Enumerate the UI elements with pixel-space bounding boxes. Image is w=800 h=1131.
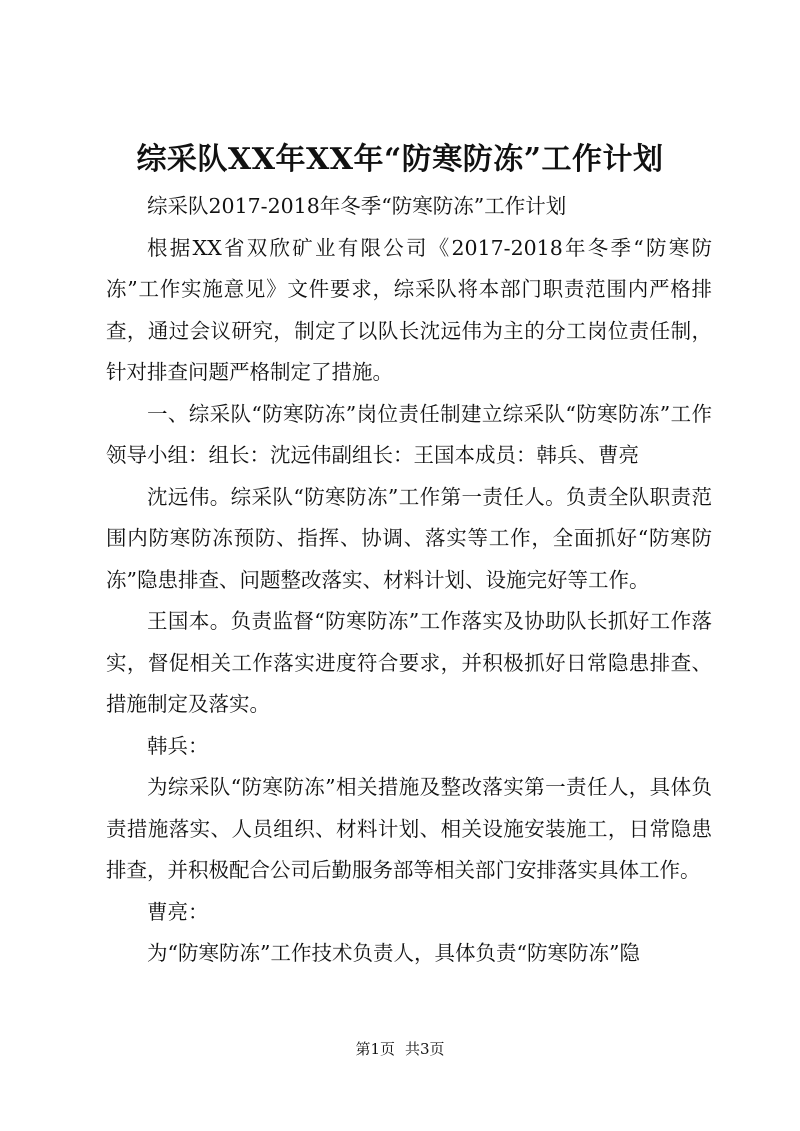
body-paragraph: 一、综采队“防寒防冻”岗位责任制建立综采队“防寒防冻”工作领导小组：组长：沈远伟副组长：王国本成员：韩兵、曹亮 xyxy=(106,401,712,467)
body-paragraph: 为“防寒防冻”工作技术负责人，具体负责“防寒防冻”隐 xyxy=(147,941,640,965)
subtitle-paragraph: 综采队2017-2018年冬季“防寒防冻”工作计划 xyxy=(147,194,567,218)
page-number: 第1页 xyxy=(355,1040,395,1058)
body-paragraph: 韩兵： xyxy=(147,733,209,758)
document-title: 综采队XX年XX年“防寒防冻”工作计划 xyxy=(136,142,664,177)
page-total: 共3页 xyxy=(405,1040,445,1058)
page-footer xyxy=(0,1038,800,1060)
document-body xyxy=(106,186,712,975)
body-paragraph: 为综采队“防寒防冻”相关措施及整改落实第一责任人，具体负责措施落实、人员组织、材料计划、相关设施安装施工，日常隐患排查，并积极配合公司后勤服务部等相关部门安排落实具体工作。 xyxy=(106,775,712,882)
body-paragraph: 沈远伟。综采队“防寒防冻”工作第一责任人。负责全队职责范围内防寒防冻预防、指挥、协调、落实等工作，全面抓好“防寒防冻”隐患排查、问题整改落实、材料计划、设施完好等工作。 xyxy=(106,484,712,592)
body-paragraph: 根据XX省双欣矿业有限公司《2017-2018年冬季“防寒防冻”工作实施意见》文件要求，综采队将本部门职责范围内严格排查，通过会议研究，制定了以队长沈远伟为主的分工岗位责任制，针对排查问题严格制定了措施。 xyxy=(106,235,712,384)
body-paragraph: 曹亮： xyxy=(147,899,209,924)
body-paragraph: 王国本。负责监督“防寒防冻”工作落实及协助队长抓好工作落实，督促相关工作落实进度符合要求，并积极抓好日常隐患排查、措施制定及落实。 xyxy=(106,609,712,716)
